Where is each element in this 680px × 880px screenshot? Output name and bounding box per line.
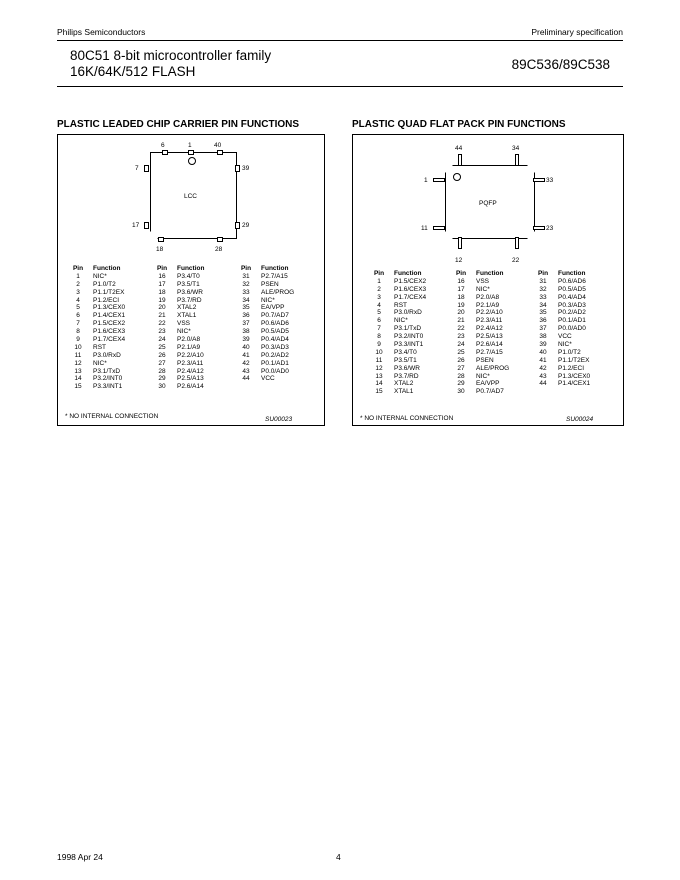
pqfp-note: * NO INTERNAL CONNECTION bbox=[360, 415, 454, 422]
pqfp-pin-number: 44 bbox=[455, 145, 463, 152]
plcc-pin-pad bbox=[188, 150, 194, 155]
pqfp-pin-number: 34 bbox=[512, 145, 520, 152]
pin-number-cell: 9 bbox=[76, 336, 80, 344]
pin-number-cell: 42 bbox=[242, 359, 250, 367]
pin-function-cell: P0.0/AD0 bbox=[261, 367, 289, 375]
pin-number-cell: 18 bbox=[158, 288, 166, 296]
pin-function-cell: P2.7/A15 bbox=[261, 272, 288, 280]
plcc-pin-pad bbox=[144, 165, 149, 172]
pin-function-cell: XTAL1 bbox=[394, 388, 414, 396]
pin-function-cell: NIC* bbox=[261, 296, 275, 304]
pin-function-cell: VCC bbox=[261, 375, 275, 383]
plcc-pin-number: 17 bbox=[132, 222, 140, 229]
plcc-note: * NO INTERNAL CONNECTION bbox=[65, 413, 159, 420]
pin-function-cell: P3.6/WR bbox=[177, 288, 204, 296]
pin-function-cell: RST bbox=[394, 301, 407, 309]
pin-function-cell: XTAL2 bbox=[394, 380, 414, 388]
pin-function-cell: P0.5/AD5 bbox=[558, 285, 586, 293]
pin-function-cell: P2.2/A10 bbox=[476, 309, 503, 317]
pin-function-cell: P1.5/CEX2 bbox=[93, 320, 126, 328]
pin-function-cell: P2.6/A14 bbox=[476, 341, 503, 349]
pin-function-cell: P3.4/T0 bbox=[394, 348, 417, 356]
col-function-header: Function bbox=[558, 270, 586, 277]
pin-function-cell: NIC* bbox=[476, 372, 490, 380]
pqfp-lead bbox=[533, 226, 545, 230]
part-number: 89C536/89C538 bbox=[511, 57, 610, 72]
pqfp-lead bbox=[533, 178, 545, 182]
pin-number-cell: 19 bbox=[457, 301, 465, 309]
pin-function-cell: P2.2/A10 bbox=[177, 351, 204, 359]
pin-number-cell: 21 bbox=[457, 317, 465, 325]
pin-function-cell: P3.5/T1 bbox=[177, 280, 200, 288]
pqfp-pin-number: 23 bbox=[546, 225, 554, 232]
col-pin-header: Pin bbox=[240, 265, 252, 272]
pin-function-cell: P0.1/AD1 bbox=[558, 317, 586, 325]
pin-number-cell: 11 bbox=[74, 351, 82, 359]
plcc-pin-number: 7 bbox=[135, 165, 139, 172]
pin-function-cell: VSS bbox=[177, 320, 191, 328]
plcc-pin-pad bbox=[162, 150, 168, 155]
pin-number-cell: 17 bbox=[457, 285, 465, 293]
pin1-marker-icon bbox=[453, 173, 461, 181]
pin-number-cell: 37 bbox=[539, 325, 547, 333]
pqfp-lead bbox=[433, 178, 445, 182]
pin-number-cell: 16 bbox=[457, 277, 465, 285]
pin-number-cell: 22 bbox=[158, 320, 166, 328]
pin-function-cell: P2.1/A9 bbox=[177, 343, 201, 351]
pin-number-cell: 33 bbox=[242, 288, 250, 296]
pin-number-cell: 43 bbox=[242, 367, 250, 375]
pin-number-cell: 32 bbox=[539, 285, 547, 293]
pin-function-cell: P3.3/INT1 bbox=[93, 383, 123, 391]
pin-number-cell: 7 bbox=[76, 320, 80, 328]
pin-number-cell: 36 bbox=[242, 312, 250, 320]
pin-function-cell: P1.3/CEX0 bbox=[558, 372, 591, 380]
pin-number-cell: 17 bbox=[158, 280, 166, 288]
pin-function-cell: P0.4/AD4 bbox=[261, 336, 289, 344]
pin-number-cell: 20 bbox=[457, 309, 465, 317]
plcc-pin-pad bbox=[217, 237, 223, 242]
pin-number-cell: 15 bbox=[375, 388, 383, 396]
pin-number-cell: 41 bbox=[242, 351, 250, 359]
pin-number-cell: 10 bbox=[375, 348, 383, 356]
pin-number-cell: 30 bbox=[158, 383, 166, 391]
pin-function-cell: P1.3/CEX0 bbox=[93, 304, 126, 312]
plcc-figure-code: SU00023 bbox=[265, 416, 293, 423]
pin-number-cell: 8 bbox=[76, 328, 80, 336]
pin-function-cell: P2.7/A15 bbox=[476, 348, 503, 356]
pqfp-lead bbox=[515, 237, 519, 249]
pqfp-heading: PLASTIC QUAD FLAT PACK PIN FUNCTIONS bbox=[352, 119, 566, 130]
pin-number-cell: 13 bbox=[375, 372, 383, 380]
pin-number-cell: 9 bbox=[377, 341, 381, 349]
pin-function-cell: RST bbox=[93, 343, 106, 351]
pin-number-cell: 39 bbox=[539, 341, 547, 349]
pin-number-cell: 37 bbox=[242, 320, 250, 328]
pin-number-cell: 16 bbox=[158, 272, 166, 280]
pin-number-cell: 40 bbox=[539, 348, 547, 356]
pin-function-cell: EA/VPP bbox=[261, 304, 285, 312]
pin-function-cell: XTAL1 bbox=[177, 312, 197, 320]
col-pin-header: Pin bbox=[373, 270, 385, 277]
plcc-pin-pad bbox=[144, 222, 149, 229]
plcc-pin-pad bbox=[235, 165, 240, 172]
pqfp-pin-number: 12 bbox=[455, 257, 463, 264]
pin-function-cell: P0.7/AD7 bbox=[261, 312, 289, 320]
pin-function-cell: P0.3/AD3 bbox=[261, 343, 289, 351]
header-rule-top bbox=[57, 40, 623, 41]
pin-function-cell: EA/VPP bbox=[476, 380, 500, 388]
pin-number-cell: 30 bbox=[457, 388, 465, 396]
pin-number-cell: 2 bbox=[377, 285, 381, 293]
pin-function-cell: ALE/PROG bbox=[476, 364, 510, 372]
pin-function-cell: P0.7/AD7 bbox=[476, 388, 504, 396]
col-pin-header: Pin bbox=[156, 265, 168, 272]
pin-number-cell: 27 bbox=[158, 359, 166, 367]
col-function-header: Function bbox=[261, 265, 289, 272]
pin-function-cell: P2.3/A11 bbox=[177, 359, 204, 367]
pin-number-cell: 13 bbox=[74, 367, 82, 375]
pin-number-cell: 33 bbox=[539, 293, 547, 301]
pin-function-cell: P3.2/INT0 bbox=[93, 375, 123, 383]
plcc-pin-number: 28 bbox=[215, 246, 223, 253]
pin-function-cell: ALE/PROG bbox=[261, 288, 295, 296]
pin-function-cell: NIC* bbox=[476, 285, 490, 293]
pin-number-cell: 35 bbox=[242, 304, 250, 312]
pin-number-cell: 34 bbox=[242, 296, 250, 304]
pqfp-panel bbox=[352, 134, 624, 426]
plcc-pin-number: 1 bbox=[188, 142, 192, 149]
pin-function-cell: P0.4/AD4 bbox=[558, 293, 586, 301]
pin-number-cell: 7 bbox=[377, 325, 381, 333]
pin-number-cell: 6 bbox=[377, 317, 381, 325]
pin-function-cell: P3.4/T0 bbox=[177, 272, 200, 280]
pqfp-pin-number: 1 bbox=[424, 177, 428, 184]
pqfp-lead bbox=[458, 237, 462, 249]
pin-number-cell: 26 bbox=[158, 351, 166, 359]
pin-number-cell: 24 bbox=[457, 341, 465, 349]
pin-function-cell: P1.4/CEX1 bbox=[558, 380, 591, 388]
pin-function-cell: P2.0/A8 bbox=[476, 293, 500, 301]
footer-date: 1998 Apr 24 bbox=[57, 852, 103, 862]
pin-function-cell: PSEN bbox=[261, 280, 279, 288]
pin-number-cell: 4 bbox=[76, 296, 80, 304]
pin-function-cell: P2.5/A13 bbox=[476, 333, 503, 341]
col-pin-header: Pin bbox=[72, 265, 84, 272]
pin-number-cell: 14 bbox=[74, 375, 82, 383]
pin-function-cell: P2.4/A12 bbox=[476, 325, 503, 333]
pqfp-lead bbox=[458, 154, 462, 166]
page-number: 4 bbox=[336, 852, 341, 862]
pin-function-cell: P3.2/INT0 bbox=[394, 333, 424, 341]
pin-number-cell: 4 bbox=[377, 301, 381, 309]
pin-number-cell: 11 bbox=[375, 356, 383, 364]
pin-number-cell: 15 bbox=[74, 383, 82, 391]
plcc-pin-number: 39 bbox=[242, 165, 250, 172]
pin-function-cell: P1.5/CEX2 bbox=[394, 277, 427, 285]
pin-number-cell: 27 bbox=[457, 364, 465, 372]
pin-function-cell: P1.6/CEX3 bbox=[93, 328, 126, 336]
pqfp-chip-label: PQFP bbox=[479, 200, 497, 207]
pin-number-cell: 14 bbox=[375, 380, 383, 388]
pin-function-cell: P1.0/T2 bbox=[558, 348, 581, 356]
pin-function-cell: P0.6/AD6 bbox=[261, 320, 289, 328]
pin-number-cell: 41 bbox=[539, 356, 547, 364]
pin-function-cell: NIC* bbox=[93, 359, 107, 367]
pin-number-cell: 8 bbox=[377, 333, 381, 341]
pin-number-cell: 44 bbox=[539, 380, 547, 388]
pin-number-cell: 1 bbox=[377, 277, 381, 285]
plcc-panel bbox=[57, 134, 325, 426]
pin-number-cell: 36 bbox=[539, 317, 547, 325]
pin-function-cell: XTAL2 bbox=[177, 304, 197, 312]
pin-number-cell: 21 bbox=[158, 312, 166, 320]
pin-number-cell: 29 bbox=[457, 380, 465, 388]
pin-number-cell: 12 bbox=[375, 364, 383, 372]
pin-number-cell: 32 bbox=[242, 280, 250, 288]
pin-number-cell: 20 bbox=[158, 304, 166, 312]
pin-number-cell: 25 bbox=[457, 348, 465, 356]
pin-function-cell: P3.0/RxD bbox=[93, 351, 121, 359]
pin-number-cell: 40 bbox=[242, 343, 250, 351]
pin-number-cell: 2 bbox=[76, 280, 80, 288]
pin-number-cell: 28 bbox=[158, 367, 166, 375]
pin-function-cell: P3.5/T1 bbox=[394, 356, 417, 364]
pin-number-cell: 23 bbox=[457, 333, 465, 341]
pin-number-cell: 12 bbox=[74, 359, 82, 367]
pqfp-lead bbox=[515, 154, 519, 166]
pin-function-cell: P1.1/T2EX bbox=[558, 356, 590, 364]
plcc-pin-pad bbox=[235, 222, 240, 229]
pin-function-cell: P3.3/INT1 bbox=[394, 341, 424, 349]
doc-title-line1: 80C51 8-bit microcontroller family bbox=[70, 48, 272, 63]
pin-function-cell: P0.0/AD0 bbox=[558, 325, 586, 333]
pin-function-cell: P2.6/A14 bbox=[177, 383, 204, 391]
pin-function-cell: P1.1/T2EX bbox=[93, 288, 125, 296]
col-pin-header: Pin bbox=[455, 270, 467, 277]
plcc-pin-number: 6 bbox=[161, 142, 165, 149]
pin-function-cell: P0.3/AD3 bbox=[558, 301, 586, 309]
pin-function-cell: P1.2/ECI bbox=[558, 364, 585, 372]
pin-number-cell: 24 bbox=[158, 336, 166, 344]
pin-function-cell: P1.7/CEX4 bbox=[93, 336, 126, 344]
pin-function-cell: P0.1/AD1 bbox=[261, 359, 289, 367]
pin-function-cell: P3.0/RxD bbox=[394, 309, 422, 317]
pin1-marker-icon bbox=[188, 157, 196, 165]
pin-number-cell: 6 bbox=[76, 312, 80, 320]
pin-function-cell: P3.1/TxD bbox=[394, 325, 422, 333]
pin-function-cell: P0.2/AD2 bbox=[261, 351, 289, 359]
pin-number-cell: 44 bbox=[242, 375, 250, 383]
pin-number-cell: 35 bbox=[539, 309, 547, 317]
pin-number-cell: 18 bbox=[457, 293, 465, 301]
doc-title-line2: 16K/64K/512 FLASH bbox=[70, 64, 196, 79]
pqfp-pin-number: 11 bbox=[421, 225, 428, 232]
plcc-heading: PLASTIC LEADED CHIP CARRIER PIN FUNCTIONS bbox=[57, 119, 300, 130]
pin-function-cell: P1.6/CEX3 bbox=[394, 285, 427, 293]
pin-function-cell: VCC bbox=[558, 333, 572, 341]
pin-number-cell: 31 bbox=[539, 277, 547, 285]
pin-function-cell: P0.5/AD5 bbox=[261, 328, 289, 336]
pin-function-cell: P1.4/CEX1 bbox=[93, 312, 126, 320]
pin-function-cell: PSEN bbox=[476, 356, 494, 364]
pin-function-cell: P2.0/A8 bbox=[177, 336, 201, 344]
pin-number-cell: 28 bbox=[457, 372, 465, 380]
pin-function-cell: P1.0/T2 bbox=[93, 280, 116, 288]
pin-number-cell: 43 bbox=[539, 372, 547, 380]
col-function-header: Function bbox=[93, 265, 121, 272]
pin-function-cell: P2.1/A9 bbox=[476, 301, 500, 309]
pin-number-cell: 3 bbox=[76, 288, 80, 296]
pin-number-cell: 39 bbox=[242, 336, 250, 344]
pin-number-cell: 34 bbox=[539, 301, 547, 309]
pin-number-cell: 38 bbox=[242, 328, 250, 336]
pin-function-cell: P2.3/A11 bbox=[476, 317, 503, 325]
pin-function-cell: P1.2/ECI bbox=[93, 296, 120, 304]
pin-number-cell: 26 bbox=[457, 356, 465, 364]
pin-number-cell: 5 bbox=[377, 309, 381, 317]
plcc-chip-label: LCC bbox=[184, 193, 198, 200]
pin-function-cell: P0.6/AD6 bbox=[558, 277, 586, 285]
pin-number-cell: 1 bbox=[76, 272, 80, 280]
pin-number-cell: 25 bbox=[158, 343, 166, 351]
pin-function-cell: P0.2/AD2 bbox=[558, 309, 586, 317]
pin-function-cell: P3.7/RD bbox=[177, 296, 202, 304]
pin-function-cell: P1.7/CEX4 bbox=[394, 293, 427, 301]
plcc-pin-number: 18 bbox=[156, 246, 164, 253]
pqfp-lead bbox=[433, 226, 445, 230]
plcc-pin-pad bbox=[158, 237, 164, 242]
pin-number-cell: 23 bbox=[158, 328, 166, 336]
plcc-pin-number: 29 bbox=[242, 222, 250, 229]
pin-function-cell: VSS bbox=[476, 277, 490, 285]
pqfp-figure-code: SU00024 bbox=[566, 416, 594, 423]
pin-number-cell: 38 bbox=[539, 333, 547, 341]
pin-function-cell: NIC* bbox=[177, 328, 191, 336]
col-function-header: Function bbox=[177, 265, 205, 272]
company-name: Philips Semiconductors bbox=[57, 27, 146, 37]
pin-number-cell: 29 bbox=[158, 375, 166, 383]
pin-number-cell: 22 bbox=[457, 325, 465, 333]
pin-number-cell: 42 bbox=[539, 364, 547, 372]
pin-number-cell: 31 bbox=[242, 272, 250, 280]
pin-number-cell: 10 bbox=[74, 343, 82, 351]
pqfp-pin-number: 22 bbox=[512, 257, 520, 264]
pin-function-cell: NIC* bbox=[93, 272, 107, 280]
header-rule-bottom bbox=[57, 86, 623, 87]
pin-number-cell: 19 bbox=[158, 296, 166, 304]
pin-function-cell: P3.7/RD bbox=[394, 372, 419, 380]
pin-function-cell: P2.5/A13 bbox=[177, 375, 204, 383]
pin-function-cell: P2.4/A12 bbox=[177, 367, 204, 375]
pin-function-cell: NIC* bbox=[558, 341, 572, 349]
plcc-pin-number: 40 bbox=[214, 142, 222, 149]
col-pin-header: Pin bbox=[537, 270, 549, 277]
pin-function-cell: P3.1/TxD bbox=[93, 367, 121, 375]
pin-function-cell: P3.6/WR bbox=[394, 364, 421, 372]
pin-number-cell: 5 bbox=[76, 304, 80, 312]
col-function-header: Function bbox=[394, 270, 422, 277]
pqfp-pin-number: 33 bbox=[546, 177, 554, 184]
plcc-pin-pad bbox=[217, 150, 223, 155]
pin-number-cell: 3 bbox=[377, 293, 381, 301]
col-function-header: Function bbox=[476, 270, 504, 277]
pin-function-cell: NIC* bbox=[394, 317, 408, 325]
document-status: Preliminary specification bbox=[531, 27, 623, 37]
